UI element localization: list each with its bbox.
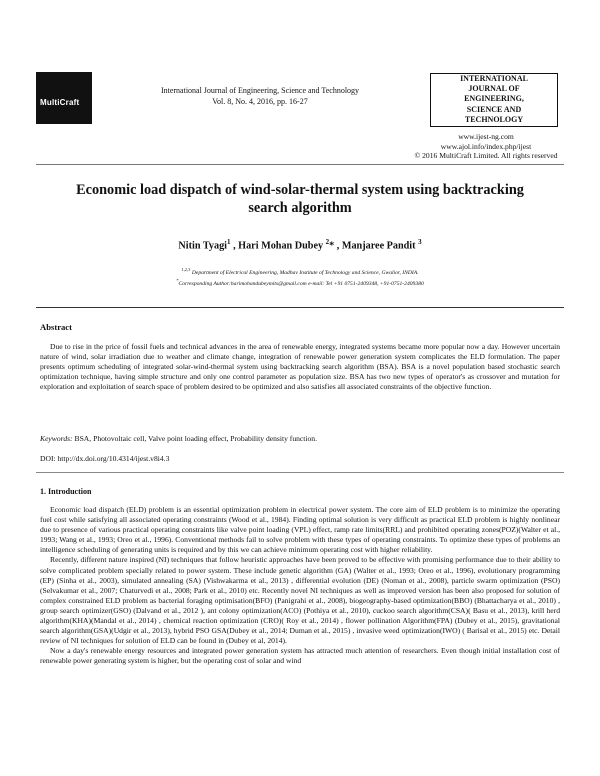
author-mark: 1 — [227, 238, 231, 246]
journal-citation — [120, 85, 400, 107]
journal-box-line: TECHNOLOGY — [464, 114, 524, 124]
intro-divider — [36, 472, 564, 473]
paragraph: Recently, different nature inspired (NI) techniques that follow heuristic approaches have been proved to be effective with promising performance due to their ability to solve complicated problem specially related to power system. These include genetic algorithm (GA) (Walter et al., 1993; Oreo et al., 1996), evolutionary programming (EP) (Sinha et al., 2003), simulated annealing (SA) (Vishwakarma et al., 2013) , differential evolution (DE) (Noman et al., 2008), particle swarm optimization (PSO) (Selvakumar et al., 2007; Chaturvedi et al., 2008; Park et al., 2010) etc. Recently novel NI techniques as well as improved version has been also proposed for solution of complex constrained ELD problem as bacterial foraging optimisation(BFO) (Panigrahi et al., 2008), biogeography-based optimization(BBO) (Bhattacharya et al., 2010) , group search optimizer(GSO) (Dalvand et al., 2012 ), ant colony optimization(ACO) (Pothiya et al., 2010), cuckoo search algorithm(CSA)( Basu et al., 2013), krill herd algorithm(KHA)(Mandal et al., 2014) , chemical reaction optimization (CRO)( Roy et al., 2014) , flower pollination Algorithm(FPA) (Dubey et al., 2015), gravitational search algorithm(GSA)(Udgir et al., 2013), hybrid PSO GSA(Dubey et al., 2014; Duman et al., 2015) , invasive weed optimization(IWO) ( Barisal et al., 2015) etc. Detail review of NI techniques for solution of ELD can be found in (Dubey et al, 2014). — [40, 555, 560, 646]
keywords-text: BSA, Photovoltaic cell, Valve point loading effect, Probability density function. — [72, 434, 317, 443]
header-divider — [36, 164, 564, 165]
author-mark: 2 — [325, 238, 330, 246]
affiliation: $^{1,2,3}$ Department of Electrical Engineering, Madhav Institute of Technology and Science, Gwalior, INDIA. *Corresponding Author:harimohandubeymits@gmail.com e-mail: Tel +91 0751-2409348, +91-0751-2409380 — [176, 267, 424, 287]
abstract-heading: Abstract — [40, 322, 72, 332]
journal-box-line: ENGINEERING, — [464, 94, 524, 104]
introduction-heading: 1. Introduction — [40, 487, 92, 496]
journal-volume: Vol. 8, No. 4, 2016, pp. 16-27 — [212, 97, 308, 106]
corresponding-star: * — [329, 240, 335, 252]
author-list: Nitin Tyagi$^1$ , Hari Mohan Dubey $^2$* , Manjaree Pandit $^3$ — [178, 238, 422, 252]
journal-web-info — [408, 132, 564, 161]
journal-url[interactable]: www.ajol.info/index.php/ijest — [440, 141, 532, 151]
journal-box-line: INTERNATIONAL — [460, 74, 528, 83]
author-mark: 3 — [418, 238, 422, 246]
journal-title-box — [430, 73, 558, 127]
copyright-line: © 2016 MultiCraft Limited. All rights reserved — [414, 151, 558, 160]
keywords-label: Keywords: — [40, 434, 73, 443]
abstract-text: Due to rise in the price of fossil fuels and technical advances in the area of renewable energy, integrated systems became more popular now a day. However uncertain nature of wind, solar irradiation due to weather and climate change, integration of renewable power generation system complicates the ELD formulation. The paper presents optimum scheduling of integrated solar-wind-thermal system using backtracking search algorithm (BSA). BSA is a novel population based stochastic search optimization technique, having simple structure and only one control parameter as population size. BSA has two new types of operator's as crossover and mutation for exploration and exploitation of search space of problem desired to be optimized and also satisfies all associated constraints of the objective function. — [40, 342, 560, 392]
journal-box-line: SCIENCE AND — [466, 104, 522, 114]
abstract-body — [40, 342, 560, 392]
keywords — [40, 434, 317, 443]
corresponding-author-line: Corresponding Author:harimohandubeymits@gmail.com e-mail: Tel +91 0751-2409348, +91-0751-2409380 — [178, 280, 424, 287]
journal-box-line: JOURNAL OF — [468, 84, 520, 94]
author-name: Hari Mohan Dubey — [238, 240, 324, 252]
author-name: Nitin Tyagi — [178, 240, 228, 252]
logo-text: MultiCraft — [40, 98, 80, 107]
journal-url[interactable]: www.ijest-ng.com — [458, 132, 514, 141]
doi[interactable]: DOI: http://dx.doi.org/10.4314/ijest.v8i4.3 — [40, 454, 170, 463]
paragraph: Economic load dispatch (ELD) problem is an essential optimization problem in electrical power system. The core aim of ELD problem is to minimize the operating fuel cost while satisfying all associated operating constraints (Wood et al., 1984). Finding optimal solution is very difficult as practical ELD problem is highly nonlinear due to presence of various practical operating constraints like valve point loading (VPL) effect, ramp rate limits(RRL) and prohibited operating zones(POZ)(Walter et al., 1993; Wang et al., 1993; Oreo et al., 1996). Conventional methods fail to solve problem with these types of operating constraints. To optimize these types of problems an intelligence scheduling of generating units is required and by this we can achieve minimum operating cost with higher reliability. — [40, 505, 560, 555]
paragraph: Now a day's renewable energy resources and integrated power generation system has attracted much attention of researchers. Even though initial installation cost of renewable power generating system is higher, but the operating cost of solar and wind — [40, 646, 560, 666]
abstract-divider — [36, 307, 564, 308]
journal-name: International Journal of Engineering, Science and Technology — [160, 86, 360, 95]
affiliation-line: Department of Electrical Engineering, Madhav Institute of Technology and Science, Gwalior, INDIA. — [191, 269, 419, 276]
publisher-logo — [36, 72, 92, 124]
author-name: Manjaree Pandit — [341, 240, 416, 252]
introduction-body — [40, 505, 560, 667]
paper-title: Economic load dispatch of wind-solar-thermal system using backtracking search algorithm — [76, 182, 524, 216]
